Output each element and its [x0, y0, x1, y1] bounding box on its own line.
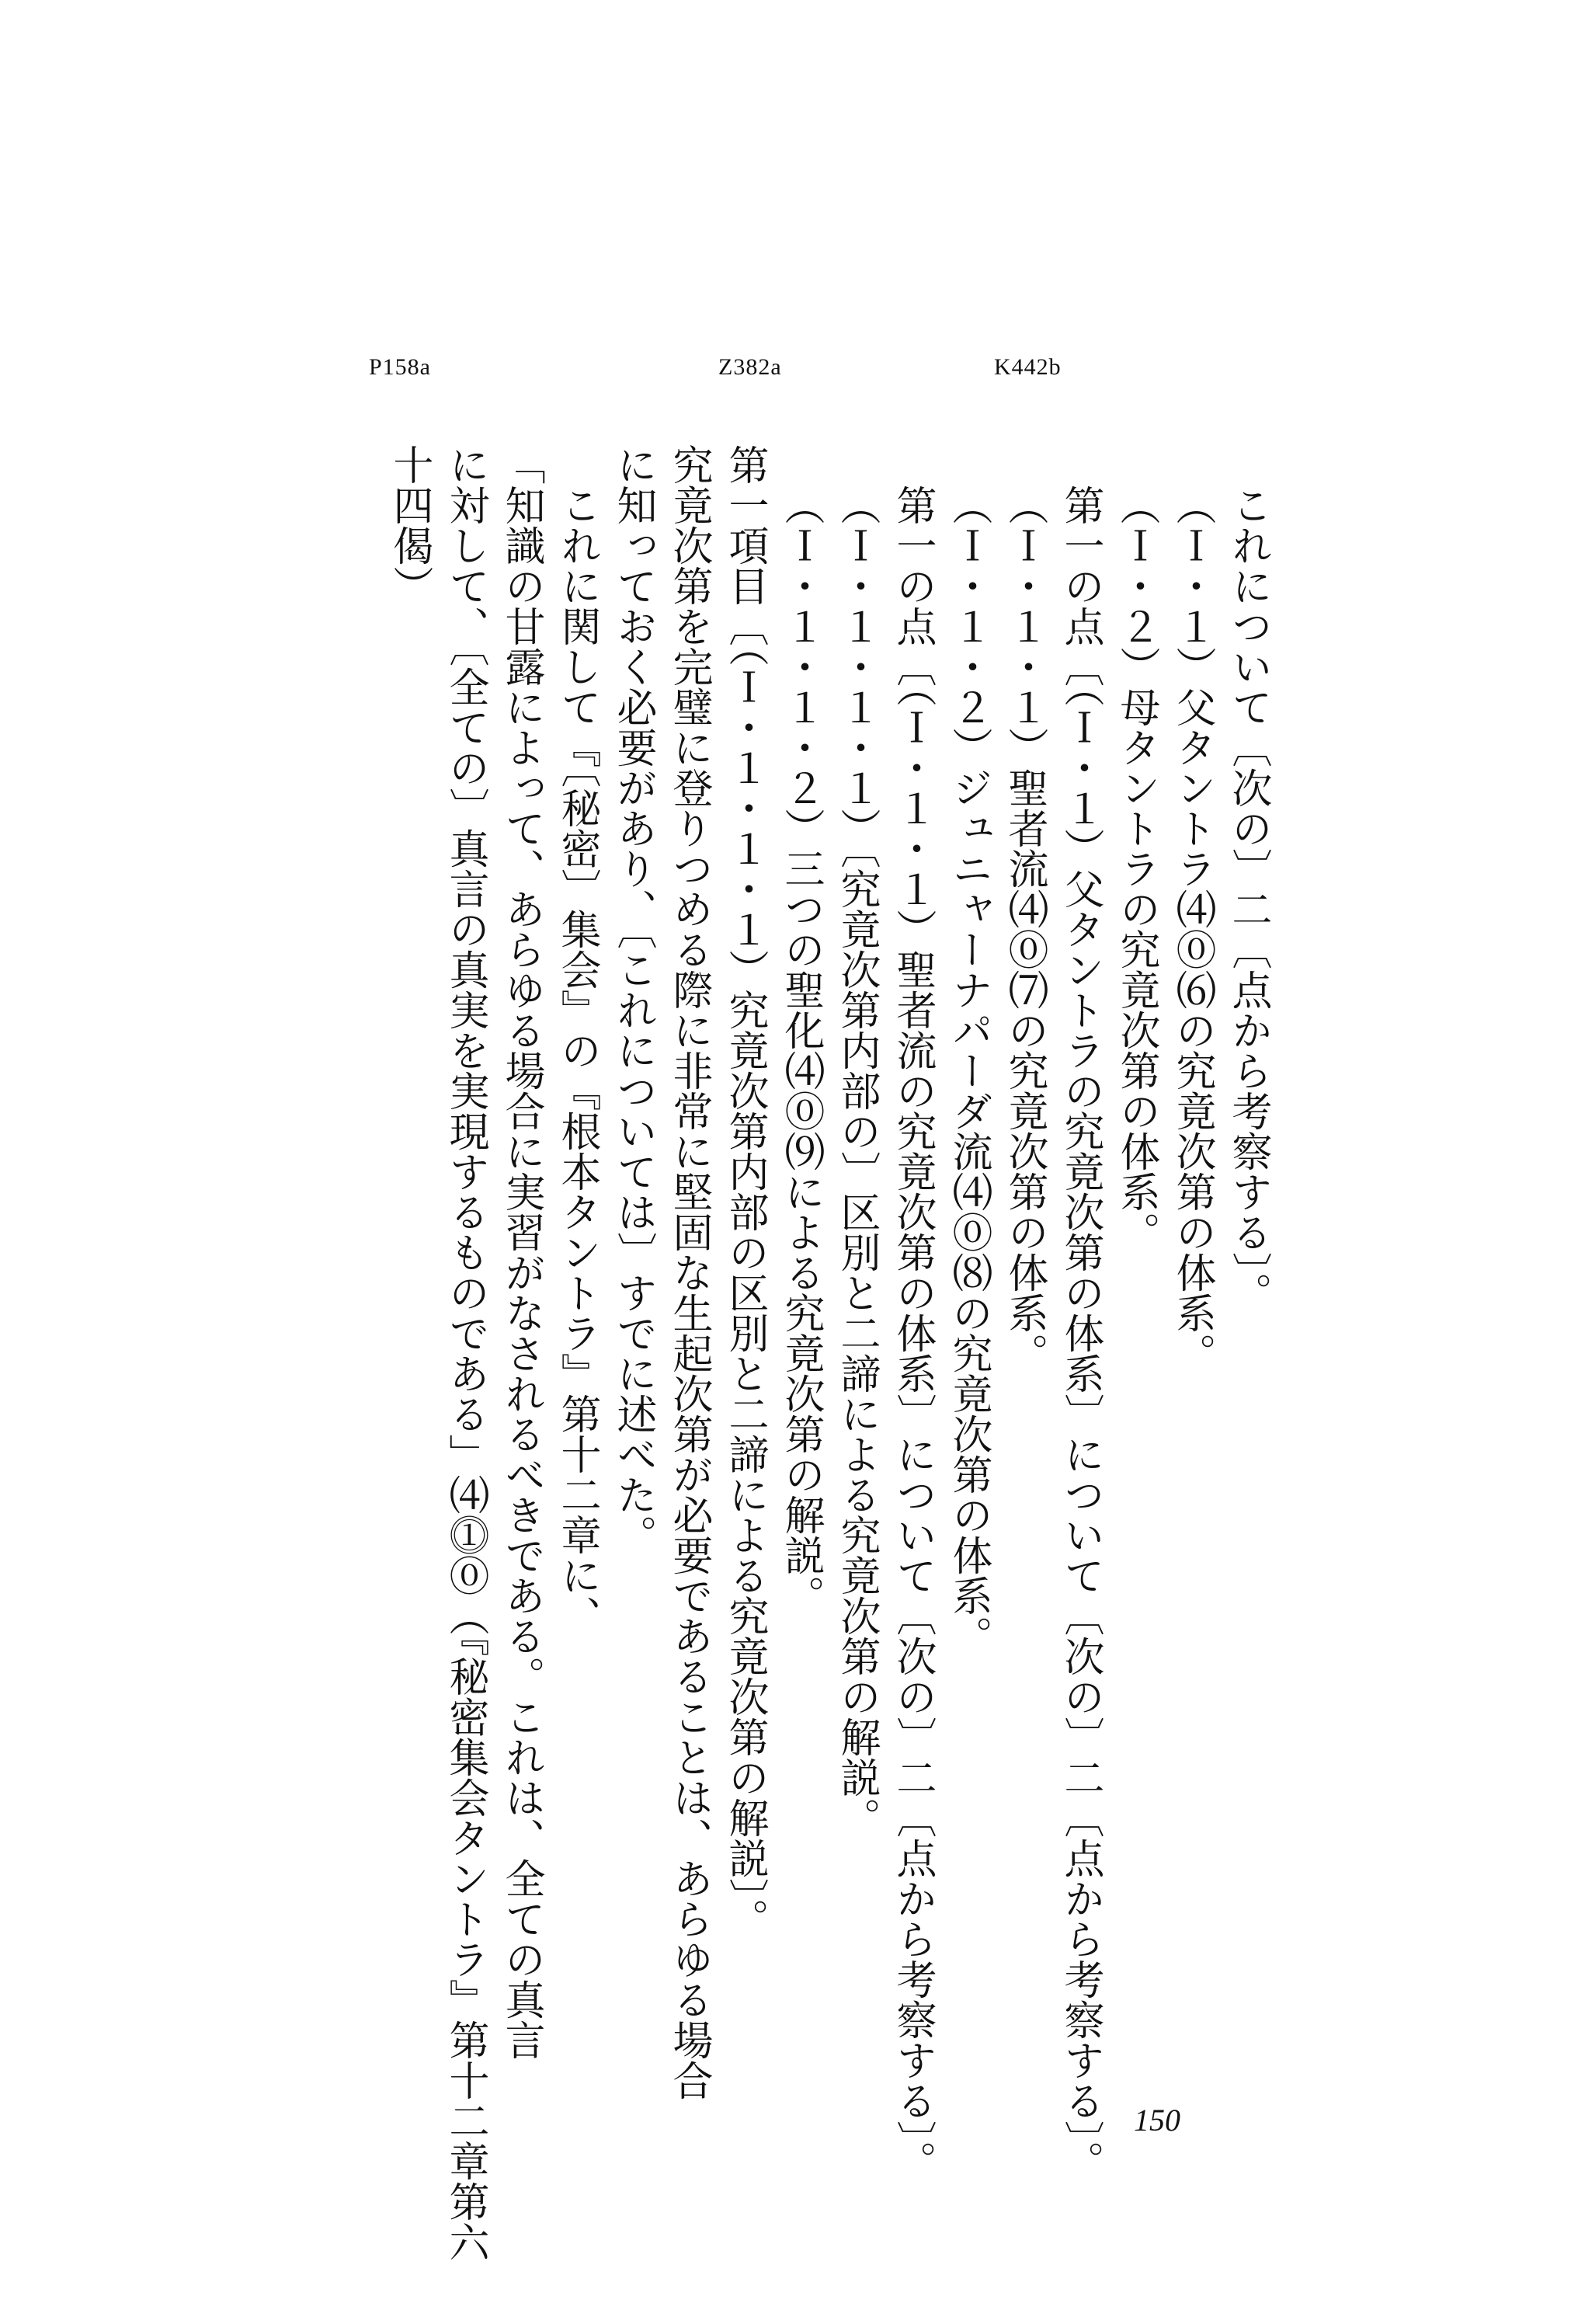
text-line: 十四偈）: [386, 444, 433, 606]
text-line: 第一項目〔（Ｉ・１・１・１）究竟次第内部の区別と二諦による究竟次第の解説〕。: [721, 444, 768, 1939]
margin-marker-k: K442b: [994, 354, 1062, 380]
text-line: 「知識の甘露によって、あらゆる場合に実習がなされるべきである。これは、全ての真言: [498, 444, 544, 2060]
page-number: 150: [1134, 2103, 1180, 2138]
vertical-body-text: [381, 444, 1276, 2262]
text-line: （Ｉ・１・１）聖者流⑷⓪⑺の究竟次第の体系。: [1001, 485, 1048, 1373]
margin-marker-z: Z382a: [718, 354, 782, 380]
text-line: （Ｉ・２）母タントラの究竟次第の体系。: [1113, 485, 1159, 1252]
text-line: （Ｉ・１・１・２）三つの聖化⑷⓪⑼による究竟次第の解説。: [777, 485, 824, 1616]
text-line: （Ｉ・１・２）ジュニャーナパーダ流⑷⓪⑻の究竟次第の体系。: [945, 485, 992, 1656]
text-line: に知っておく必要があり、〔これについては〕すでに述べた。: [610, 444, 656, 1555]
text-line: これについて〔次の〕二〔点から考察する〕。: [1225, 485, 1271, 1313]
text-line: これに関して『〔秘密〕集会』の『根本タントラ』第十二章に、: [554, 485, 600, 1636]
text-line: 第一の点〔（Ｉ・１）父タントラの究竟次第の体系〕について〔次の〕二〔点から考察する〕。: [1057, 485, 1104, 2181]
text-line: （Ｉ・１）父タントラ⑷⓪⑹の究竟次第の体系。: [1169, 485, 1215, 1373]
text-line: 第一の点〔（Ｉ・１・１）聖者流の究竟次第の体系〕について〔次の〕二〔点から考察する〕。: [889, 485, 936, 2181]
margin-marker-p: P158a: [369, 354, 431, 380]
text-line: （Ｉ・１・１・１）〔究竟次第内部の〕区別と二諦による究竟次第の解説。: [833, 485, 880, 1838]
text-line: に対して、〔全ての〕真言の真実を実現するものである」⑷⓵⓪（『秘密集会タントラ』第十二章第六: [442, 444, 488, 2262]
text-line: 究竟次第を完璧に登りつめる際に非常に堅固な生起次第が必要であることは、あらゆる場合: [666, 444, 712, 2100]
